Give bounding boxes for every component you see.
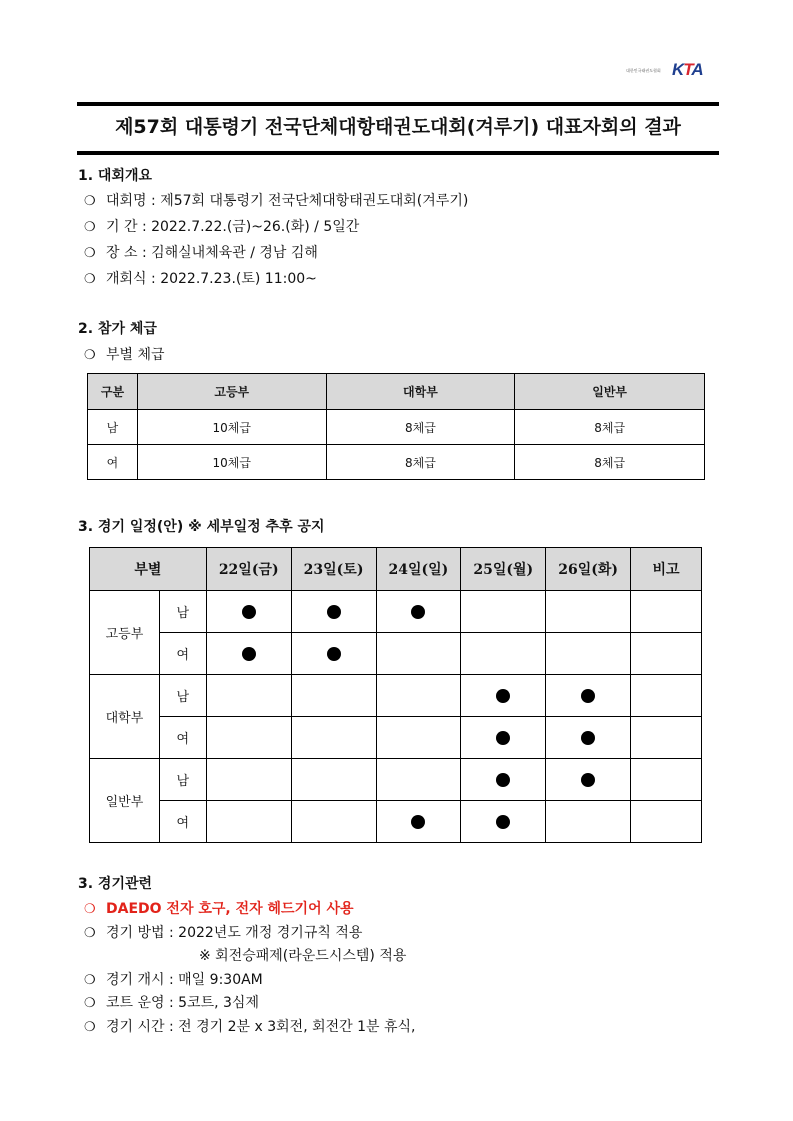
- section1-heading: 1. 대회개요: [78, 168, 153, 184]
- gender-cell: 남: [159, 591, 206, 633]
- title-top-rule: [77, 102, 719, 106]
- schedule-cell: [291, 591, 376, 633]
- section4-item: ❍ 경기 개시 : 매일 9:30AM: [84, 971, 263, 988]
- gender-cell: 여: [159, 717, 206, 759]
- note-cell: [631, 759, 702, 801]
- section1-item: ❍ 대회명 : 제57회 대통령기 전국단체대항태권도대회(겨루기): [84, 193, 469, 209]
- table-header: 24일(일): [376, 548, 461, 591]
- table-cell: 남: [88, 410, 138, 445]
- table-header: 대학부: [326, 374, 515, 410]
- bullet-circle-icon: ❍: [84, 902, 96, 917]
- table-row: [90, 633, 702, 675]
- bullet-circle-icon: ❍: [84, 925, 96, 941]
- table-header: 22일(금): [206, 548, 291, 591]
- table-cell: 10체급: [137, 410, 326, 445]
- schedule-cell: [206, 633, 291, 675]
- table-header: 고등부: [137, 374, 326, 410]
- schedule-cell: [461, 633, 546, 675]
- table-header: 23일(토): [291, 548, 376, 591]
- title-bottom-rule: [77, 151, 719, 155]
- schedule-cell: [206, 591, 291, 633]
- bullet-circle-icon: ❍: [84, 348, 96, 363]
- schedule-cell: [461, 675, 546, 717]
- table-cell: 8체급: [326, 410, 515, 445]
- schedule-cell: [206, 801, 291, 843]
- table-row: [90, 759, 702, 801]
- note-cell: [631, 675, 702, 717]
- table-header: 일반부: [515, 374, 705, 410]
- scheduled-dot-icon: [496, 815, 510, 829]
- schedule-cell: [376, 759, 461, 801]
- scheduled-dot-icon: [411, 605, 425, 619]
- table-row: [90, 591, 702, 633]
- scheduled-dot-icon: [327, 647, 341, 661]
- document-title: 제57회 대통령기 전국단체대항태권도대회(겨루기) 대표자회의 결과: [115, 116, 681, 138]
- section2-sub: ❍ 부별 체급: [84, 347, 165, 363]
- logo-letter-t: T: [683, 60, 692, 79]
- schedule-cell: [206, 675, 291, 717]
- schedule-table: [89, 547, 702, 843]
- schedule-cell: [376, 801, 461, 843]
- scheduled-dot-icon: [496, 773, 510, 787]
- section4-item: ❍ DAEDO 전자 호구, 전자 헤드기어 사용: [84, 901, 354, 917]
- section4-item: ❍ 코트 운영 : 5코트, 3심제: [84, 995, 259, 1011]
- gender-cell: 여: [159, 633, 206, 675]
- table-header: 비고: [631, 548, 702, 591]
- schedule-cell: [461, 759, 546, 801]
- section4-item: ❍ 경기 시간 : 전 경기 2분 x 3회전, 회전간 1분 휴식,: [84, 1018, 416, 1035]
- schedule-cell: [546, 759, 631, 801]
- section2-heading: 2. 참가 체급: [78, 321, 157, 337]
- table-row: [90, 801, 702, 843]
- schedule-cell: [206, 717, 291, 759]
- schedule-cell: [376, 591, 461, 633]
- table-row: [90, 717, 702, 759]
- gender-cell: 여: [159, 801, 206, 843]
- table-row: [90, 675, 702, 717]
- schedule-cell: [546, 591, 631, 633]
- table-row: [88, 445, 705, 480]
- schedule-cell: [546, 633, 631, 675]
- table-header: 구분: [88, 374, 138, 410]
- note-cell: [631, 591, 702, 633]
- section4-heading: 3. 경기관련: [78, 876, 153, 892]
- gender-cell: 남: [159, 759, 206, 801]
- schedule-cell: [461, 717, 546, 759]
- schedule-cell: [206, 759, 291, 801]
- weight-class-table: [87, 373, 705, 480]
- table-cell: 8체급: [326, 445, 515, 480]
- table-cell: 8체급: [515, 445, 705, 480]
- schedule-cell: [291, 801, 376, 843]
- scheduled-dot-icon: [581, 731, 595, 745]
- division-cell: 대학부: [90, 675, 160, 759]
- schedule-cell: [291, 675, 376, 717]
- section4-item: ※ 회전승패제(라운드시스템) 적용: [199, 948, 407, 964]
- logo-letter-a: A: [691, 60, 703, 79]
- scheduled-dot-icon: [496, 689, 510, 703]
- kta-logo: [626, 60, 703, 80]
- table-cell: 8체급: [515, 410, 705, 445]
- bullet-circle-icon: ❍: [84, 996, 96, 1011]
- section3-heading: 3. 경기 일정(안) ※ 세부일정 추후 공지: [78, 519, 325, 535]
- table-header: 26일(화): [546, 548, 631, 591]
- schedule-cell: [291, 633, 376, 675]
- schedule-cell: [291, 759, 376, 801]
- gender-cell: 남: [159, 675, 206, 717]
- schedule-cell: [376, 633, 461, 675]
- bullet-circle-icon: ❍: [84, 246, 96, 261]
- schedule-cell: [461, 591, 546, 633]
- table-cell: 여: [88, 445, 138, 480]
- bullet-circle-icon: ❍: [84, 194, 96, 209]
- table-row: [88, 410, 705, 445]
- logo-small-text: 대한민국태권도협회: [626, 67, 661, 73]
- schedule-cell: [546, 717, 631, 759]
- section1-item: ❍ 기 간 : 2022.7.22.(금)~26.(화) / 5일간: [84, 219, 360, 235]
- table-header: 25일(월): [461, 548, 546, 591]
- scheduled-dot-icon: [242, 647, 256, 661]
- bullet-circle-icon: ❍: [84, 220, 96, 235]
- logo-mark: [672, 60, 703, 80]
- schedule-cell: [461, 801, 546, 843]
- note-cell: [631, 717, 702, 759]
- scheduled-dot-icon: [411, 815, 425, 829]
- schedule-cell: [546, 675, 631, 717]
- table-cell: 10체급: [137, 445, 326, 480]
- section1-item: ❍ 개회식 : 2022.7.23.(토) 11:00~: [84, 271, 317, 287]
- scheduled-dot-icon: [242, 605, 256, 619]
- scheduled-dot-icon: [581, 689, 595, 703]
- bullet-circle-icon: ❍: [84, 272, 96, 287]
- division-cell: 일반부: [90, 759, 160, 843]
- logo-letter-k: K: [672, 60, 684, 79]
- section1-item: ❍ 장 소 : 김해실내체육관 / 경남 김해: [84, 245, 318, 261]
- note-cell: [631, 633, 702, 675]
- scheduled-dot-icon: [327, 605, 341, 619]
- schedule-cell: [291, 717, 376, 759]
- scheduled-dot-icon: [496, 731, 510, 745]
- table-header: 부별: [90, 548, 207, 591]
- schedule-cell: [376, 717, 461, 759]
- division-cell: 고등부: [90, 591, 160, 675]
- schedule-cell: [376, 675, 461, 717]
- schedule-cell: [546, 801, 631, 843]
- bullet-circle-icon: ❍: [84, 972, 96, 988]
- bullet-circle-icon: ❍: [84, 1019, 96, 1035]
- note-cell: [631, 801, 702, 843]
- scheduled-dot-icon: [581, 773, 595, 787]
- section4-item: ❍ 경기 방법 : 2022년도 개정 경기규칙 적용: [84, 924, 363, 941]
